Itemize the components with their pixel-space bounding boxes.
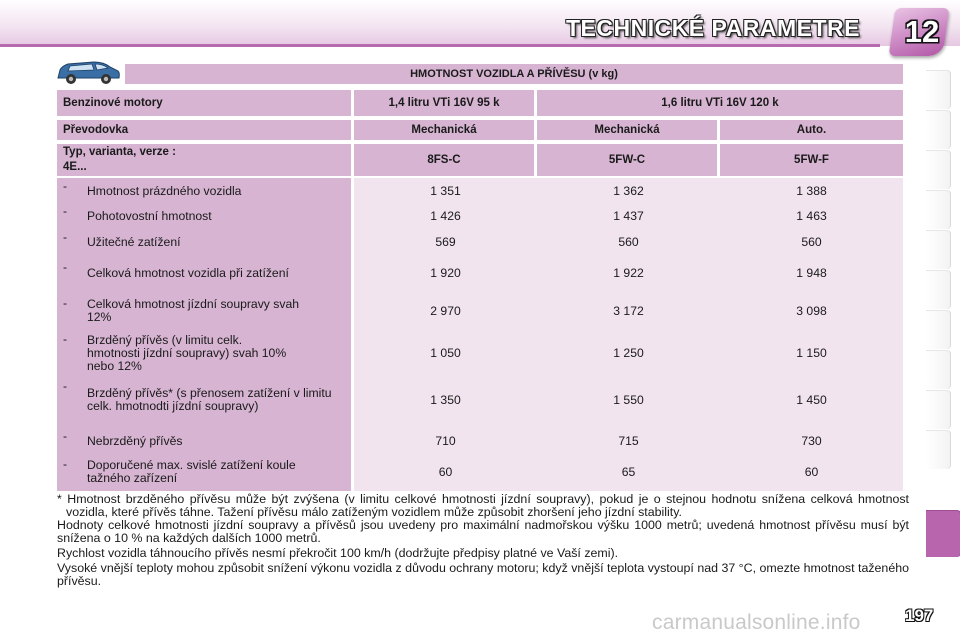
table-row [57,380,903,420]
type-value: 5FW-F [720,144,903,176]
row-value: 1 362 [613,184,644,198]
row-value: 1 463 [796,209,827,223]
row-value: 3 172 [613,304,644,318]
table-row [57,231,903,253]
row-value: 1 426 [430,209,461,223]
row-label-text: Brzděný přívěs (v limitu celk. hmotnosti jízdní soupravy) svah 10% nebo 12% [87,332,287,373]
row-label [57,261,354,285]
gearbox-value: Auto. [720,120,903,140]
note-altitude: Hodnoty celkové hmotnosti jízdní soupravy a přívěsů jsou uvedeny pro maximální nadmořskou výšku 1000 metrů; uvedená hmotnost přívěsu musí být snížena o 10 % na každých dalších 1000 metrů. [57,518,909,545]
row-value: 560 [618,235,639,249]
page-title: TECHNICKÉ PARAMETRE [565,15,860,41]
row-dash: - [63,230,68,244]
row-dash: - [63,296,68,310]
row-dash: - [63,204,68,218]
row-value: 1 388 [796,184,827,198]
engine-col2: 1,6 litru VTi 16V 120 k [537,90,903,116]
note-trailer-weight: * Hmotnost brzděného přívěsu může být zvýšena (v limitu celkové hmotnosti jízdní soupravy), pokud je o stejnou hodnotu snížena celková hmotnost vozidla, které přívěs táhne. Tažení přívěsu málo zatíženým vozidlem může způsobit zhoršení jeho jízdní stability. [57,492,909,519]
chapter-tab[interactable] [926,310,951,349]
engine-col1: 1,4 litru VTi 16V 95 k [354,90,537,116]
row-label-text: Doporučené max. svislé zatížení koule tažného zařízení [87,458,296,485]
row-dash: - [63,429,68,443]
row-value: 560 [801,235,822,249]
row-label-text: Celková hmotnost vozidla při zatížení [87,265,289,280]
row-dash: - [63,179,68,193]
notes [57,493,909,588]
row-value: 1 350 [430,393,461,407]
row-value: 1 437 [613,209,644,223]
chapter-tab[interactable] [926,230,951,269]
page-header [0,0,960,62]
chapter-tab-active[interactable] [926,510,960,557]
table-row [57,458,903,486]
table-row [57,261,903,285]
row-value: 60 [438,465,453,479]
row-value: 1 922 [613,266,644,280]
row-value: 1 250 [613,346,644,360]
row-label [57,380,354,420]
row-value: 1 050 [430,346,461,360]
row-label [57,297,354,325]
type-label-line1: Typ, varianta, verze : [63,146,176,158]
car-icon [54,58,122,86]
table-row [57,180,903,202]
row-label [57,430,354,452]
header-divider [0,44,880,47]
row-label [57,231,354,253]
row-value: 60 [804,465,819,479]
engine-label: Benzinové motory [57,90,354,116]
row-dash: - [63,332,68,346]
table-caption: HMOTNOST VOZIDLA A PŘÍVĚSU (v kg) [125,64,903,84]
row-value: 2 970 [430,304,461,318]
gearbox-value: Mechanická [354,120,537,140]
row-value: 1 450 [796,393,827,407]
chapter-number: 12 [904,14,940,49]
gearbox-value: Mechanická [537,120,720,140]
type-label [57,144,354,176]
row-label-text: Brzděný přívěs* (s přenosem zatížení v limitu celk. hmotnodti jízdní soupravy) [87,386,332,413]
type-value: 8FS-C [354,144,537,176]
table-row [57,205,903,227]
type-value: 5FW-C [537,144,720,176]
row-label-text: Hmotnost prázdného vozidla [87,183,242,198]
chapter-tab[interactable] [926,70,951,109]
type-row [57,144,903,176]
row-value: 1 351 [430,184,461,198]
row-label-text: Pohotovostní hmotnost [87,208,212,223]
note-speed: Rychlost vozidla táhnoucího přívěs nesmí překročit 100 km/h (dodržujte předpisy platné ve Vaší zemi). [57,546,619,560]
note-temperature: Vysoké vnější teploty mohou způsobit snížení výkonu vozidla z důvodu ochrany motoru; když vnější teplota vystoupí nad 37 °C, omezte hmotnost taženého přívěsu. [57,561,909,588]
row-label-text: Celková hmotnost jízdní soupravy svah 12% [87,297,300,324]
chapter-tab[interactable] [926,390,951,429]
row-label [57,180,354,202]
row-dash: - [63,457,68,471]
row-label [57,205,354,227]
gearbox-row [57,120,903,140]
row-value: 715 [618,434,639,448]
row-value: 1 150 [796,346,827,360]
chapter-tab[interactable] [926,430,951,469]
gearbox-label: Převodovka [57,120,354,140]
engine-row [57,90,903,116]
row-label-text: Užitečné zatížení [87,234,181,249]
row-value: 730 [801,434,822,448]
row-value: 1 948 [796,266,827,280]
row-label-text: Nebrzděný přívěs [87,433,183,448]
page-number: 197 [905,606,934,625]
chapter-tab[interactable] [926,350,951,389]
row-value: 1 920 [430,266,461,280]
row-value: 1 550 [613,393,644,407]
chapter-tabs [926,70,960,580]
row-value: 710 [435,434,456,448]
type-label-line2: 4E... [63,161,87,173]
row-dash: - [63,379,68,393]
row-label [57,333,354,373]
row-label [57,458,354,486]
watermark: carmanualsonline.info [652,611,861,634]
row-value: 3 098 [796,304,827,318]
row-value: 569 [435,235,456,249]
chapter-tab[interactable] [926,190,951,229]
table-row [57,297,903,325]
chapter-tab[interactable] [926,110,951,149]
table-row [57,333,903,373]
row-value: 65 [621,465,636,479]
chapter-tab[interactable] [926,150,951,189]
table-row [57,430,903,452]
row-dash: - [63,260,68,274]
chapter-tab[interactable] [926,270,951,309]
